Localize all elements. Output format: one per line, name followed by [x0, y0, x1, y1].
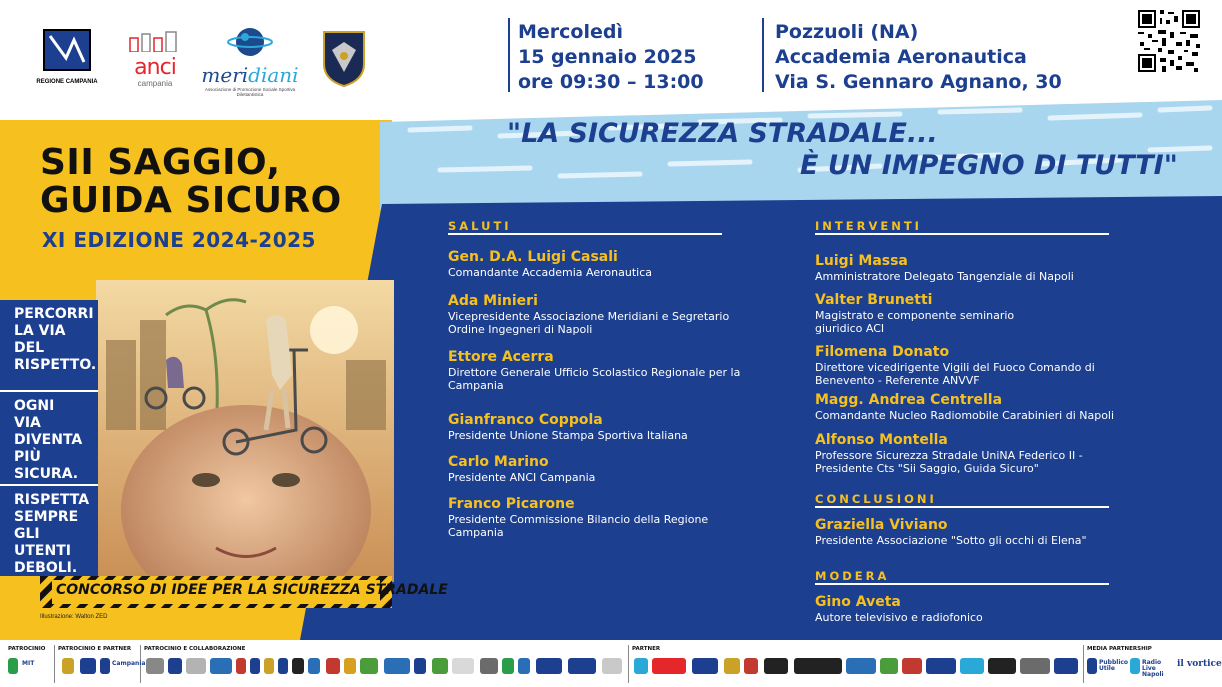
- event-time: ore 09:30 – 13:00: [518, 71, 704, 93]
- speaker-entry: [448, 293, 748, 336]
- sponsor-logo: [926, 658, 956, 674]
- sponsor-logo: [344, 658, 356, 674]
- message-3-line: SEMPRE: [14, 509, 79, 525]
- sponsor-logo: [960, 658, 984, 674]
- meridiani-logo-name: meridiani: [201, 63, 299, 87]
- sponsor-logo: [602, 658, 622, 674]
- saluti-heading: SALUTI: [448, 219, 512, 233]
- speaker-role: Comandante Accademia Aeronautica: [448, 266, 652, 279]
- sponsor-logo: [432, 658, 448, 674]
- message-box-3: [0, 486, 98, 576]
- footer-category-patrocinio-partner: PATROCINIO E PARTNER: [58, 646, 132, 652]
- media-logo-icon: [1087, 658, 1097, 674]
- sponsor-logo: [794, 658, 842, 674]
- footer-divider: [54, 645, 55, 683]
- speaker-name: Filomena Donato: [815, 344, 950, 360]
- speaker-role: Presidente Commissione Bilancio della Regione Campania: [448, 513, 709, 539]
- sponsor-logo: [744, 658, 758, 674]
- message-3-line: DEBOLI.: [14, 560, 78, 576]
- sponsor-logo: [146, 658, 164, 674]
- campaign-title-line2: GUIDA SICURO: [40, 180, 342, 221]
- speaker-entry: [448, 412, 688, 442]
- event-day: Mercoledì: [518, 21, 623, 43]
- footer-category-media: MEDIA PARTNERSHIP: [1087, 646, 1152, 652]
- sponsor-campania: Campania: [112, 660, 146, 667]
- message-2-line: OGNI: [14, 398, 55, 414]
- speaker-name: Magg. Andrea Centrella: [815, 392, 1003, 408]
- event-date: 15 gennaio 2025: [518, 46, 697, 68]
- sponsor-logo: [278, 658, 288, 674]
- speaker-name: Ettore Acerra: [448, 349, 554, 365]
- footer-divider: [1083, 645, 1084, 683]
- speaker-entry: [448, 496, 758, 539]
- sponsor-logo: [168, 658, 182, 674]
- sponsor-logo: [536, 658, 562, 674]
- sponsor-logo: [902, 658, 922, 674]
- event-place-block: [775, 20, 1062, 95]
- event-venue: Accademia Aeronautica: [775, 46, 1027, 68]
- sponsor-logo: [210, 658, 232, 674]
- sponsor-logo: [360, 658, 378, 674]
- media-pubblico-utile: Pubblico Utile: [1099, 659, 1129, 672]
- interventi-heading: INTERVENTI: [815, 219, 922, 233]
- illustration-credit: Illustrazione: Walton ZED: [40, 614, 108, 620]
- speaker-name: Graziella Viviano: [815, 517, 948, 533]
- speaker-name: Gen. D.A. Luigi Casali: [448, 249, 618, 265]
- meridiani-logo: [200, 26, 300, 97]
- campaign-edition: XI EDIZIONE 2024-2025: [42, 228, 316, 252]
- anci-campania-logo: [124, 30, 186, 90]
- header-divider-2: [762, 18, 764, 92]
- header-divider-1: [508, 18, 510, 92]
- anci-logo-sub: campania: [137, 79, 173, 88]
- footer-category-patrocinio: PATROCINIO: [8, 646, 46, 652]
- slogan-line-2: È UN IMPEGNO DI TUTTI": [800, 150, 1178, 181]
- message-3-line: RISPETTA: [14, 492, 90, 508]
- sponsor-logo: [652, 658, 686, 674]
- speaker-role: Presidente ANCI Campania: [448, 471, 596, 484]
- message-2-line: PIÙ: [14, 449, 41, 465]
- sponsor-logo: [452, 658, 474, 674]
- sponsor-logo: [292, 658, 304, 674]
- speaker-entry: [815, 344, 1145, 387]
- sponsor-logo: [264, 658, 274, 674]
- speaker-name: Gino Aveta: [815, 594, 901, 610]
- sponsor-logo: [692, 658, 718, 674]
- message-2-line: SICURA.: [14, 466, 79, 482]
- sponsor-logo: [186, 658, 206, 674]
- sponsor-logo: [326, 658, 340, 674]
- sponsor-logo: [308, 658, 320, 674]
- conclusioni-heading: CONCLUSIONI: [815, 492, 937, 506]
- media-logo-icon: [1130, 658, 1140, 674]
- message-1-line: DEL: [14, 340, 45, 356]
- speaker-name: Gianfranco Coppola: [448, 412, 603, 428]
- speaker-name: Franco Picarone: [448, 496, 575, 512]
- footer-category-partner: PARTNER: [632, 646, 661, 652]
- speaker-role: Presidente Unione Stampa Sportiva Italiana: [448, 429, 688, 442]
- sponsor-logo: [502, 658, 514, 674]
- sponsor-logo: [724, 658, 740, 674]
- media-radio-live: Radio Live Napoli: [1142, 659, 1164, 678]
- accademia-aeronautica-crest: [320, 28, 368, 88]
- slogan-line-1: "LA SICUREZZA STRADALE...: [507, 118, 938, 149]
- message-1-line: LA VIA: [14, 323, 66, 339]
- speaker-role: Professore Sicurezza Stradale UniNA Federico II - Presidente Cts "Sii Saggio, Guida Sicuro": [815, 449, 1083, 475]
- speaker-entry: [815, 292, 1065, 335]
- sponsor-logo: [988, 658, 1016, 674]
- sponsor-logo: [480, 658, 498, 674]
- speaker-role: Presidente Associazione "Sotto gli occhi di Elena": [815, 534, 1087, 547]
- message-box-1: [0, 300, 98, 392]
- sponsor-logo: [880, 658, 898, 674]
- regione-campania-logo: [36, 28, 98, 86]
- sponsor-crest-icon: [62, 658, 74, 674]
- speaker-name: Ada Minieri: [448, 293, 538, 309]
- sponsor-logo: [1020, 658, 1050, 674]
- speaker-entry: [448, 454, 595, 484]
- media-il-vortice: il vortice: [1177, 659, 1222, 669]
- sponsor-logo: [764, 658, 788, 674]
- message-3-line: GLI UTENTI: [14, 526, 71, 559]
- speaker-role: Magistrato e componente seminario giuridico ACI: [815, 309, 1015, 335]
- campaign-title: [40, 144, 342, 220]
- speaker-entry: [815, 594, 983, 624]
- speaker-entry: [815, 517, 1087, 547]
- conclusioni-underline: [815, 506, 1109, 508]
- meridiani-logo-sub: Associazione di Promozione Sociale Sportiva Dilettantistica: [204, 87, 296, 97]
- message-1-line: PERCORRI: [14, 306, 94, 322]
- speaker-name: Carlo Marino: [448, 454, 549, 470]
- qr-code[interactable]: [1136, 8, 1202, 74]
- sponsor-logo: [384, 658, 410, 674]
- speaker-entry: [448, 349, 748, 392]
- sponsor-logo: [414, 658, 426, 674]
- speaker-role: Direttore vicedirigente Vigili del Fuoco Comando di Benevento - Referente ANVVF: [815, 361, 1095, 387]
- sponsor-logo: [236, 658, 246, 674]
- sponsor-logo: [568, 658, 596, 674]
- speaker-role: Comandante Nucleo Radiomobile Carabinieri di Napoli: [815, 409, 1115, 422]
- campaign-title-line1: SII SAGGIO,: [40, 142, 281, 183]
- sponsor-logo: [100, 658, 110, 674]
- speaker-entry: [815, 253, 1074, 283]
- sponsor-mit: MIT: [22, 660, 35, 667]
- sponsor-logo: [634, 658, 648, 674]
- speaker-entry: [815, 432, 1125, 475]
- contest-title: CONCORSO DI IDEE PER LA SICUREZZA STRADALE: [56, 582, 448, 598]
- footer-divider: [628, 645, 629, 683]
- message-2-line: VIA: [14, 415, 41, 431]
- event-address: Via S. Gennaro Agnano, 30: [775, 71, 1062, 93]
- speaker-name: Luigi Massa: [815, 253, 908, 269]
- modera-heading: MODERA: [815, 569, 890, 583]
- speaker-role: Amministratore Delegato Tangenziale di Napoli: [815, 270, 1074, 283]
- modera-underline: [815, 583, 1109, 585]
- interventi-underline: [815, 233, 1109, 235]
- sponsor-logo: [80, 658, 96, 674]
- message-2-line: DIVENTA: [14, 432, 83, 448]
- speaker-role: Autore televisivo e radiofonico: [815, 611, 983, 624]
- event-date-block: [518, 20, 704, 95]
- speaker-role: Vicepresidente Associazione Meridiani e Segretario Ordine Ingegneri di Napoli: [448, 310, 730, 336]
- sponsor-star-icon: [8, 658, 18, 674]
- saluti-underline: [448, 233, 722, 235]
- event-city: Pozzuoli (NA): [775, 21, 919, 43]
- campania-logo-label: REGIONE CAMPANIA: [36, 79, 98, 85]
- speaker-entry: [815, 392, 1114, 422]
- message-box-2: [0, 392, 98, 484]
- speaker-name: Alfonso Montella: [815, 432, 948, 448]
- anci-logo-name: anci: [134, 55, 176, 80]
- sponsor-logo: [846, 658, 876, 674]
- speaker-role: Direttore Generale Ufficio Scolastico Regionale per la Campania: [448, 366, 741, 392]
- footer-category-patrocinio-collab: PATROCINIO E COLLABORAZIONE: [144, 646, 246, 652]
- sponsor-logo: [518, 658, 530, 674]
- speaker-name: Valter Brunetti: [815, 292, 933, 308]
- sponsor-logo: [1054, 658, 1078, 674]
- sponsor-logo: [250, 658, 260, 674]
- message-1-line: RISPETTO.: [14, 357, 97, 373]
- campaign-illustration: [96, 280, 394, 582]
- speaker-entry: [448, 249, 652, 279]
